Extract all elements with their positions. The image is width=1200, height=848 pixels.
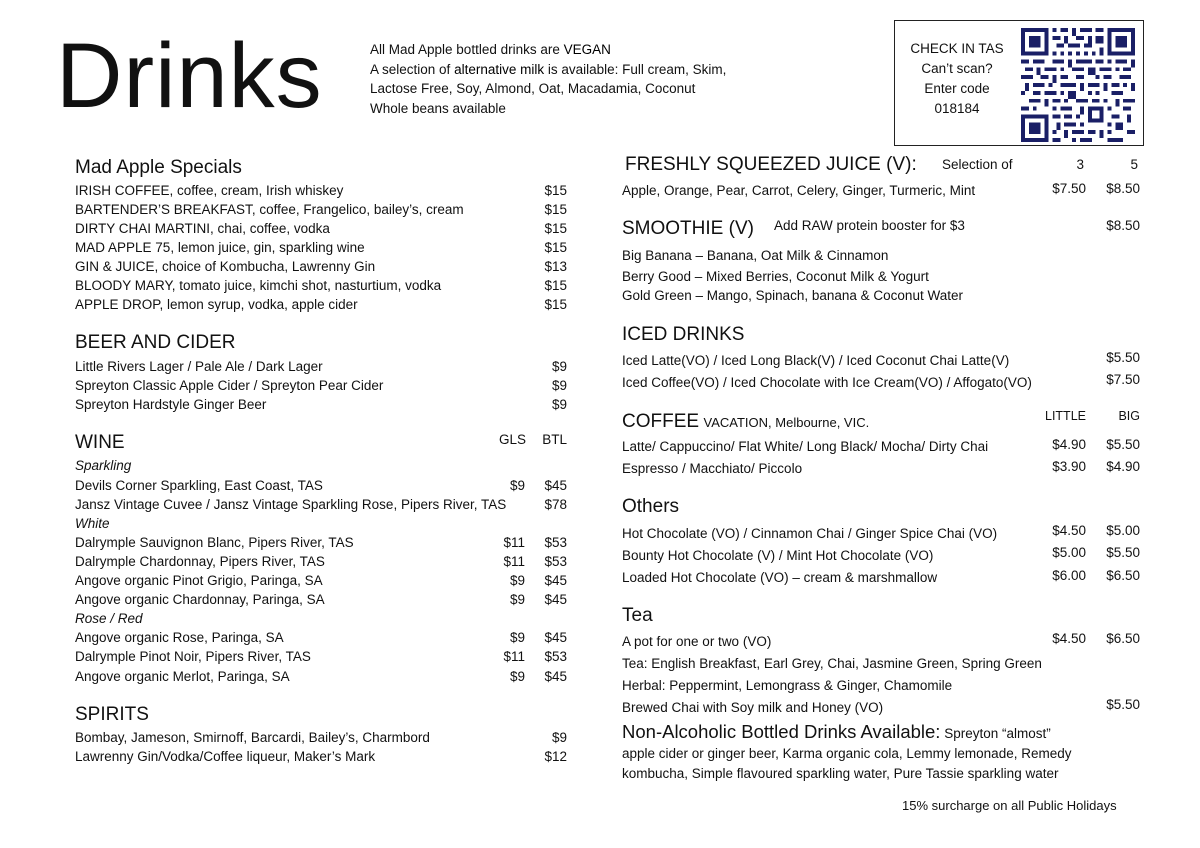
juice-heading: FRESHLY SQUEEZED JUICE (V): xyxy=(625,154,917,175)
wine-heading: WINE xyxy=(75,432,125,453)
coffee-col-big: BIG xyxy=(1118,409,1140,423)
header-notes xyxy=(370,40,790,118)
special-item xyxy=(75,181,343,200)
special-name: DIRTY CHAI MARTINI xyxy=(75,221,211,236)
smoothie-heading: SMOOTHIE (V) xyxy=(622,218,754,239)
wine-price-glass: $11 xyxy=(503,649,525,664)
special-desc: , tomato juice, kimchi shot, nasturtium, vodka xyxy=(171,278,442,293)
special-desc: , coffee, cream, Irish whiskey xyxy=(169,183,344,198)
wine-item: Dalrymple Sauvignon Blanc, Pipers River, TAS xyxy=(75,535,354,550)
brewed-chai-price: $5.50 xyxy=(1106,697,1140,712)
bottled-drinks: Non-Alcoholic Bottled Drinks Available: Spreyton “almost” apple cider or ginger beer, Karma organic cola, Lemmy lemonade, Remedy kombucha, Simple flavoured sparkling water, Pure Tassie sparkling water xyxy=(622,721,1072,781)
special-desc: , lemon juice, gin, sparkling wine xyxy=(170,240,365,255)
special-price: $13 xyxy=(544,259,567,274)
wine-item: Jansz Vintage Cuvee / Jansz Vintage Sparkling Rose, Pipers River, TAS xyxy=(75,497,507,512)
juice-col-3: 3 xyxy=(1076,157,1084,172)
milk-note: A selection of alternative milk is available: Full cream, Skim, xyxy=(370,61,727,77)
coffee-item: Espresso / Macchiato/ Piccolo xyxy=(622,461,803,476)
beer-price: $9 xyxy=(551,359,567,374)
special-price: $15 xyxy=(544,240,567,255)
wine-price-bottle: $45 xyxy=(544,630,567,645)
special-name: MAD APPLE 75 xyxy=(75,240,171,255)
wine-item: Angove organic Rose, Paringa, SA xyxy=(75,630,284,645)
others-price-1: $4.50 xyxy=(1052,523,1086,538)
milk-list: Lactose Free, Soy, Almond, Oat, Macadamia, Coconut xyxy=(370,81,696,96)
special-name: BARTENDER’S BREAKFAST xyxy=(75,202,252,217)
special-price: $15 xyxy=(544,297,567,312)
wine-category-label: Sparkling xyxy=(75,458,132,473)
tea-heading: Tea xyxy=(622,605,653,626)
special-item xyxy=(75,200,464,219)
coffee-price-big: $4.90 xyxy=(1106,459,1140,474)
beer-price: $9 xyxy=(551,378,567,393)
wine-price-bottle: $53 xyxy=(544,535,567,550)
juice-item: Apple, Orange, Pear, Carrot, Celery, Ginger, Turmeric, Mint xyxy=(622,183,976,198)
wine-category-label: White xyxy=(75,516,110,531)
page-title: Drinks xyxy=(56,25,323,127)
others-price-2: $5.50 xyxy=(1106,545,1140,560)
smoothie-price: $8.50 xyxy=(1106,218,1140,233)
juice-col-5: 5 xyxy=(1130,157,1138,172)
coffee-roaster: VACATION, Melbourne, VIC. xyxy=(703,415,870,430)
wine-price-bottle: $45 xyxy=(544,592,567,607)
wine-item: Dalrymple Pinot Noir, Pipers River, TAS xyxy=(75,649,311,664)
beer-heading: BEER AND CIDER xyxy=(75,332,236,353)
vegan-highlight: VEGAN xyxy=(563,42,611,57)
others-price-2: $5.00 xyxy=(1106,523,1140,538)
spirits-price: $9 xyxy=(551,730,567,745)
others-heading: Others xyxy=(622,496,680,517)
special-name: IRISH COFFEE xyxy=(75,183,170,198)
smoothie-item: Gold Green – Mango, Spinach, banana & Coconut Water xyxy=(622,288,963,303)
wine-price-bottle: $45 xyxy=(544,573,567,588)
tea-varieties: Tea: English Breakfast, Earl Grey, Chai, Jasmine Green, Spring Green xyxy=(622,656,1042,671)
beer-item: Spreyton Classic Apple Cider / Spreyton Pear Cider xyxy=(75,378,384,393)
herbal-varieties: Herbal: Peppermint, Lemongrass & Ginger, Chamomile xyxy=(622,678,953,693)
wine-price-glass: $9 xyxy=(509,573,525,588)
surcharge-note: 15% surcharge on all Public Holidays xyxy=(902,798,1117,813)
special-item xyxy=(75,295,358,314)
others-item: Bounty Hot Chocolate (V) / Mint Hot Chocolate (VO) xyxy=(622,548,934,563)
special-item xyxy=(75,219,330,238)
coffee-col-little: LITTLE xyxy=(1045,409,1086,423)
coffee-heading: COFFEE xyxy=(622,411,700,432)
special-desc: , choice of Kombucha, Lawrenny Gin xyxy=(154,259,376,274)
wine-price-glass: $9 xyxy=(509,592,525,607)
spirits-price: $12 xyxy=(544,749,567,764)
smoothie-protein-note: Add RAW protein booster for $3 xyxy=(774,218,965,233)
wine-price-bottle: $53 xyxy=(544,554,567,569)
brewed-chai-item: Brewed Chai with Soy milk and Honey (VO) xyxy=(622,700,884,715)
wine-price-glass: $11 xyxy=(503,554,525,569)
special-price: $15 xyxy=(544,278,567,293)
iced-price: $7.50 xyxy=(1106,372,1140,387)
wine-category-label: Rose / Red xyxy=(75,611,143,626)
wine-item: Devils Corner Sparkling, East Coast, TAS xyxy=(75,478,323,493)
vegan-note: All Mad Apple bottled drinks are VEGAN xyxy=(370,42,611,57)
wine-col-btl: BTL xyxy=(542,432,567,447)
tea-pot-item: A pot for one or two (VO) xyxy=(622,634,772,649)
checkin-text: CHECK IN TAS Can’t scan? Enter code 018184 xyxy=(905,39,1009,119)
juice-price-3: $7.50 xyxy=(1052,181,1086,196)
wine-price-bottle: $45 xyxy=(544,669,567,684)
juice-price-5: $8.50 xyxy=(1106,181,1140,196)
wine-item: Dalrymple Chardonnay, Pipers River, TAS xyxy=(75,554,325,569)
wine-price-bottle: $53 xyxy=(544,649,567,664)
others-item: Loaded Hot Chocolate (VO) – cream & marshmallow xyxy=(622,570,938,585)
special-desc: , coffee, Frangelico, bailey’s, cream xyxy=(251,202,464,217)
special-item xyxy=(75,238,365,257)
beer-price: $9 xyxy=(551,397,567,412)
wine-item: Angove organic Merlot, Paringa, SA xyxy=(75,669,290,684)
iced-price: $5.50 xyxy=(1106,350,1140,365)
whole-beans-note: Whole beans available xyxy=(370,100,506,116)
coffee-item: Latte/ Cappuccino/ Flat White/ Long Black/ Mocha/ Dirty Chai xyxy=(622,439,989,454)
special-item xyxy=(75,257,375,276)
special-desc: , lemon syrup, vodka, apple cider xyxy=(159,297,358,312)
wine-price-glass: $9 xyxy=(509,669,525,684)
coffee-price-little: $4.90 xyxy=(1052,437,1086,452)
special-price: $15 xyxy=(544,202,567,217)
beer-item: Little Rivers Lager / Pale Ale / Dark Lager xyxy=(75,359,323,374)
wine-price-bottle: $78 xyxy=(544,497,567,512)
qr-code-icon[interactable] xyxy=(1021,28,1135,142)
others-price-1: $6.00 xyxy=(1052,568,1086,583)
tea-pot-price-1: $4.50 xyxy=(1052,631,1086,646)
smoothie-item: Berry Good – Mixed Berries, Coconut Milk & Yogurt xyxy=(622,269,929,284)
wine-price-bottle: $45 xyxy=(544,478,567,493)
iced-heading: ICED DRINKS xyxy=(622,324,745,345)
special-name: GIN & JUICE xyxy=(75,259,155,274)
juice-selection-label: Selection of xyxy=(942,157,1013,172)
spirits-item: Lawrenny Gin/Vodka/Coffee liqueur, Maker’s Mark xyxy=(75,749,376,764)
checkin-code: 018184 xyxy=(934,101,980,116)
wine-item: Angove organic Pinot Grigio, Paringa, SA xyxy=(75,573,323,588)
spirits-heading: SPIRITS xyxy=(75,704,149,725)
special-price: $15 xyxy=(544,183,567,198)
beer-item: Spreyton Hardstyle Ginger Beer xyxy=(75,397,267,412)
others-price-2: $6.50 xyxy=(1106,568,1140,583)
wine-price-glass: $9 xyxy=(509,478,525,493)
wine-price-glass: $11 xyxy=(503,535,525,550)
alt-milk-highlight: alternative milk xyxy=(454,61,545,77)
special-name: BLOODY MARY xyxy=(75,278,172,293)
checkin-box xyxy=(894,20,1144,146)
tea-pot-price-2: $6.50 xyxy=(1106,631,1140,646)
coffee-price-little: $3.90 xyxy=(1052,459,1086,474)
bottled-heading: Non-Alcoholic Bottled Drinks Available: xyxy=(622,721,941,742)
special-name: APPLE DROP xyxy=(75,297,160,312)
special-desc: , chai, coffee, vodka xyxy=(210,221,330,236)
coffee-price-big: $5.50 xyxy=(1106,437,1140,452)
smoothie-item: Big Banana – Banana, Oat Milk & Cinnamon xyxy=(622,248,889,263)
spirits-item: Bombay, Jameson, Smirnoff, Barcardi, Bailey’s, Charmbord xyxy=(75,730,430,745)
others-item: Hot Chocolate (VO) / Cinnamon Chai / Ginger Spice Chai (VO) xyxy=(622,526,998,541)
specials-heading: Mad Apple Specials xyxy=(75,157,242,178)
iced-item: Iced Coffee(VO) / Iced Chocolate with Ice Cream(VO) / Affogato(VO) xyxy=(622,375,1032,390)
special-item xyxy=(75,276,441,295)
wine-col-gls: GLS xyxy=(499,432,527,447)
wine-price-glass: $9 xyxy=(509,630,525,645)
special-price: $15 xyxy=(544,221,567,236)
coffee-heading-row xyxy=(622,411,869,433)
iced-item: Iced Latte(VO) / Iced Long Black(V) / Iced Coconut Chai Latte(V) xyxy=(622,353,1010,368)
wine-item: Angove organic Chardonnay, Paringa, SA xyxy=(75,592,325,607)
others-price-1: $5.00 xyxy=(1052,545,1086,560)
